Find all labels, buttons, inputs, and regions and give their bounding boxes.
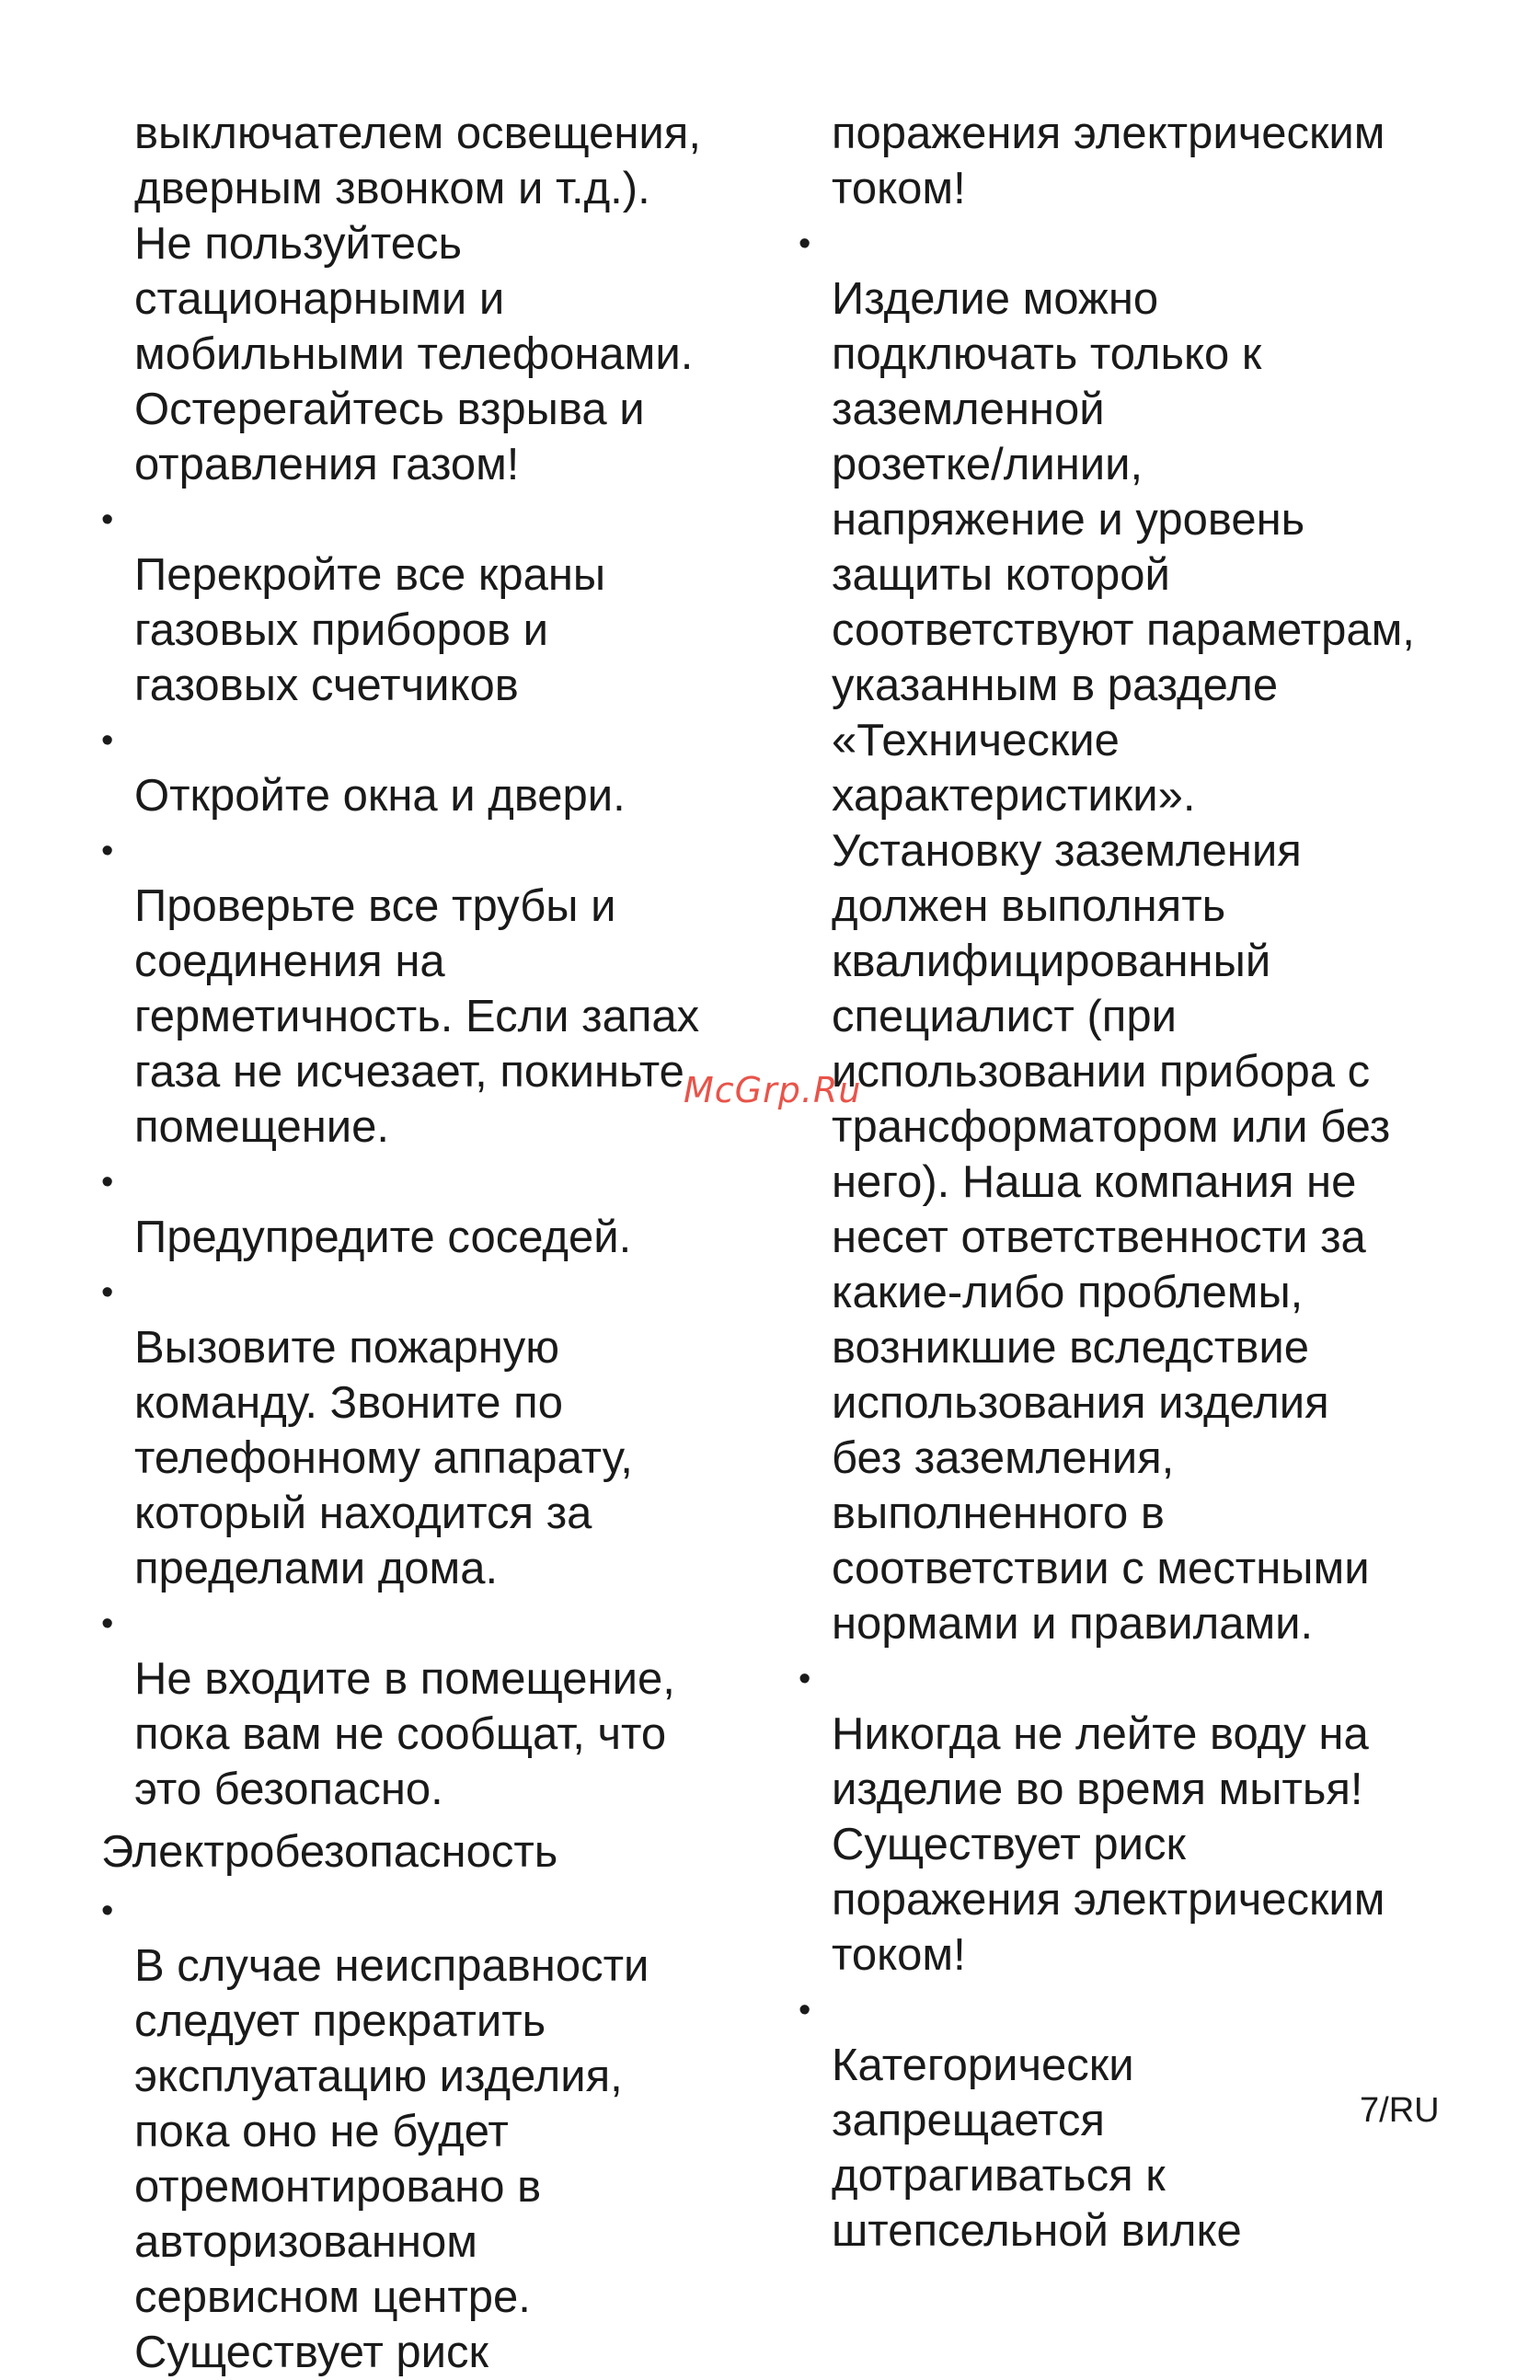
list-item-text: В случае неисправности следует прекратить эксплуатацию изделия, пока оно не будет отремонтировано в авторизованном сервисном центре. Существует риск [134,1941,649,2377]
bullet-icon: • [799,224,811,263]
bullet-icon: • [101,500,114,539]
list-item [101,823,764,1155]
right-continuation-text: поражения электрическим током! [832,109,1385,213]
bullet-icon: • [101,1163,114,1201]
list-item-text: Никогда не лейте воду на изделие во время мытья! Существует риск поражения электрическим током! [832,1709,1385,1980]
list-item [101,1155,764,1265]
list-item [101,1265,764,1596]
section-heading: Электробезопасность [101,1827,558,1877]
list-item [101,713,764,823]
list-item [101,1596,764,1817]
bullet-icon: • [101,1891,114,1930]
list-item-text: Откройте окна и двери. [134,771,626,821]
left-continuation-text: выключателем освещения, дверным звонком и т.д.). Не пользуйтесь стационарными и мобильными телефонами. Остерегайтесь взрыва и отравления газом! [134,109,701,489]
bullet-icon: • [101,1604,114,1643]
list-item-text: Проверьте все трубы и соединения на герметичность. Если запах газа не исчезает, покиньте помещение. [134,881,700,1152]
list-item-text: Перекройте все краны газовых приборов и газовых счетчиков [134,550,606,710]
list-item-text: Не входите в помещение, пока вам не сообщат, что это безопасно. [134,1654,675,1814]
bullet-icon: • [101,1273,114,1312]
page-number: 7/RU [1360,2091,1440,2130]
list-item-text: Вызовите пожарную команду. Звоните по телефонному аппарату, который находится за пределами дома. [134,1323,633,1593]
list-item-text: Изделие можно подключать только к заземленной розетке/линии, напряжение и уровень защиты которой соответствуют параметрам, указанным в разделе «Технические характеристики». Установку заземления должен выполнять квалифицированный специалист (при использовании прибора с трансформатором или без него). Наша компания не несет ответственности за какие-либо проблемы, возникшие вследствие использования изделия без заземления, выполненного в соответствии с местными нормами и правилами. [832,274,1415,1649]
list-item [101,1883,764,2380]
list-item [799,216,1479,1651]
list-item [101,492,764,713]
right-column [799,106,1479,2259]
bullet-icon: • [799,1660,811,1698]
list-item-text: Категорически запрещается дотрагиваться к штепсельной вилке [832,2041,1242,2256]
list-item [799,1651,1479,1983]
left-column [101,106,764,2380]
list-item-text: Предупредите соседей. [134,1213,632,1262]
bullet-icon: • [101,832,114,870]
watermark: McGrp.Ru [684,1070,862,1110]
bullet-icon: • [101,721,114,760]
bullet-icon: • [799,1991,811,2029]
